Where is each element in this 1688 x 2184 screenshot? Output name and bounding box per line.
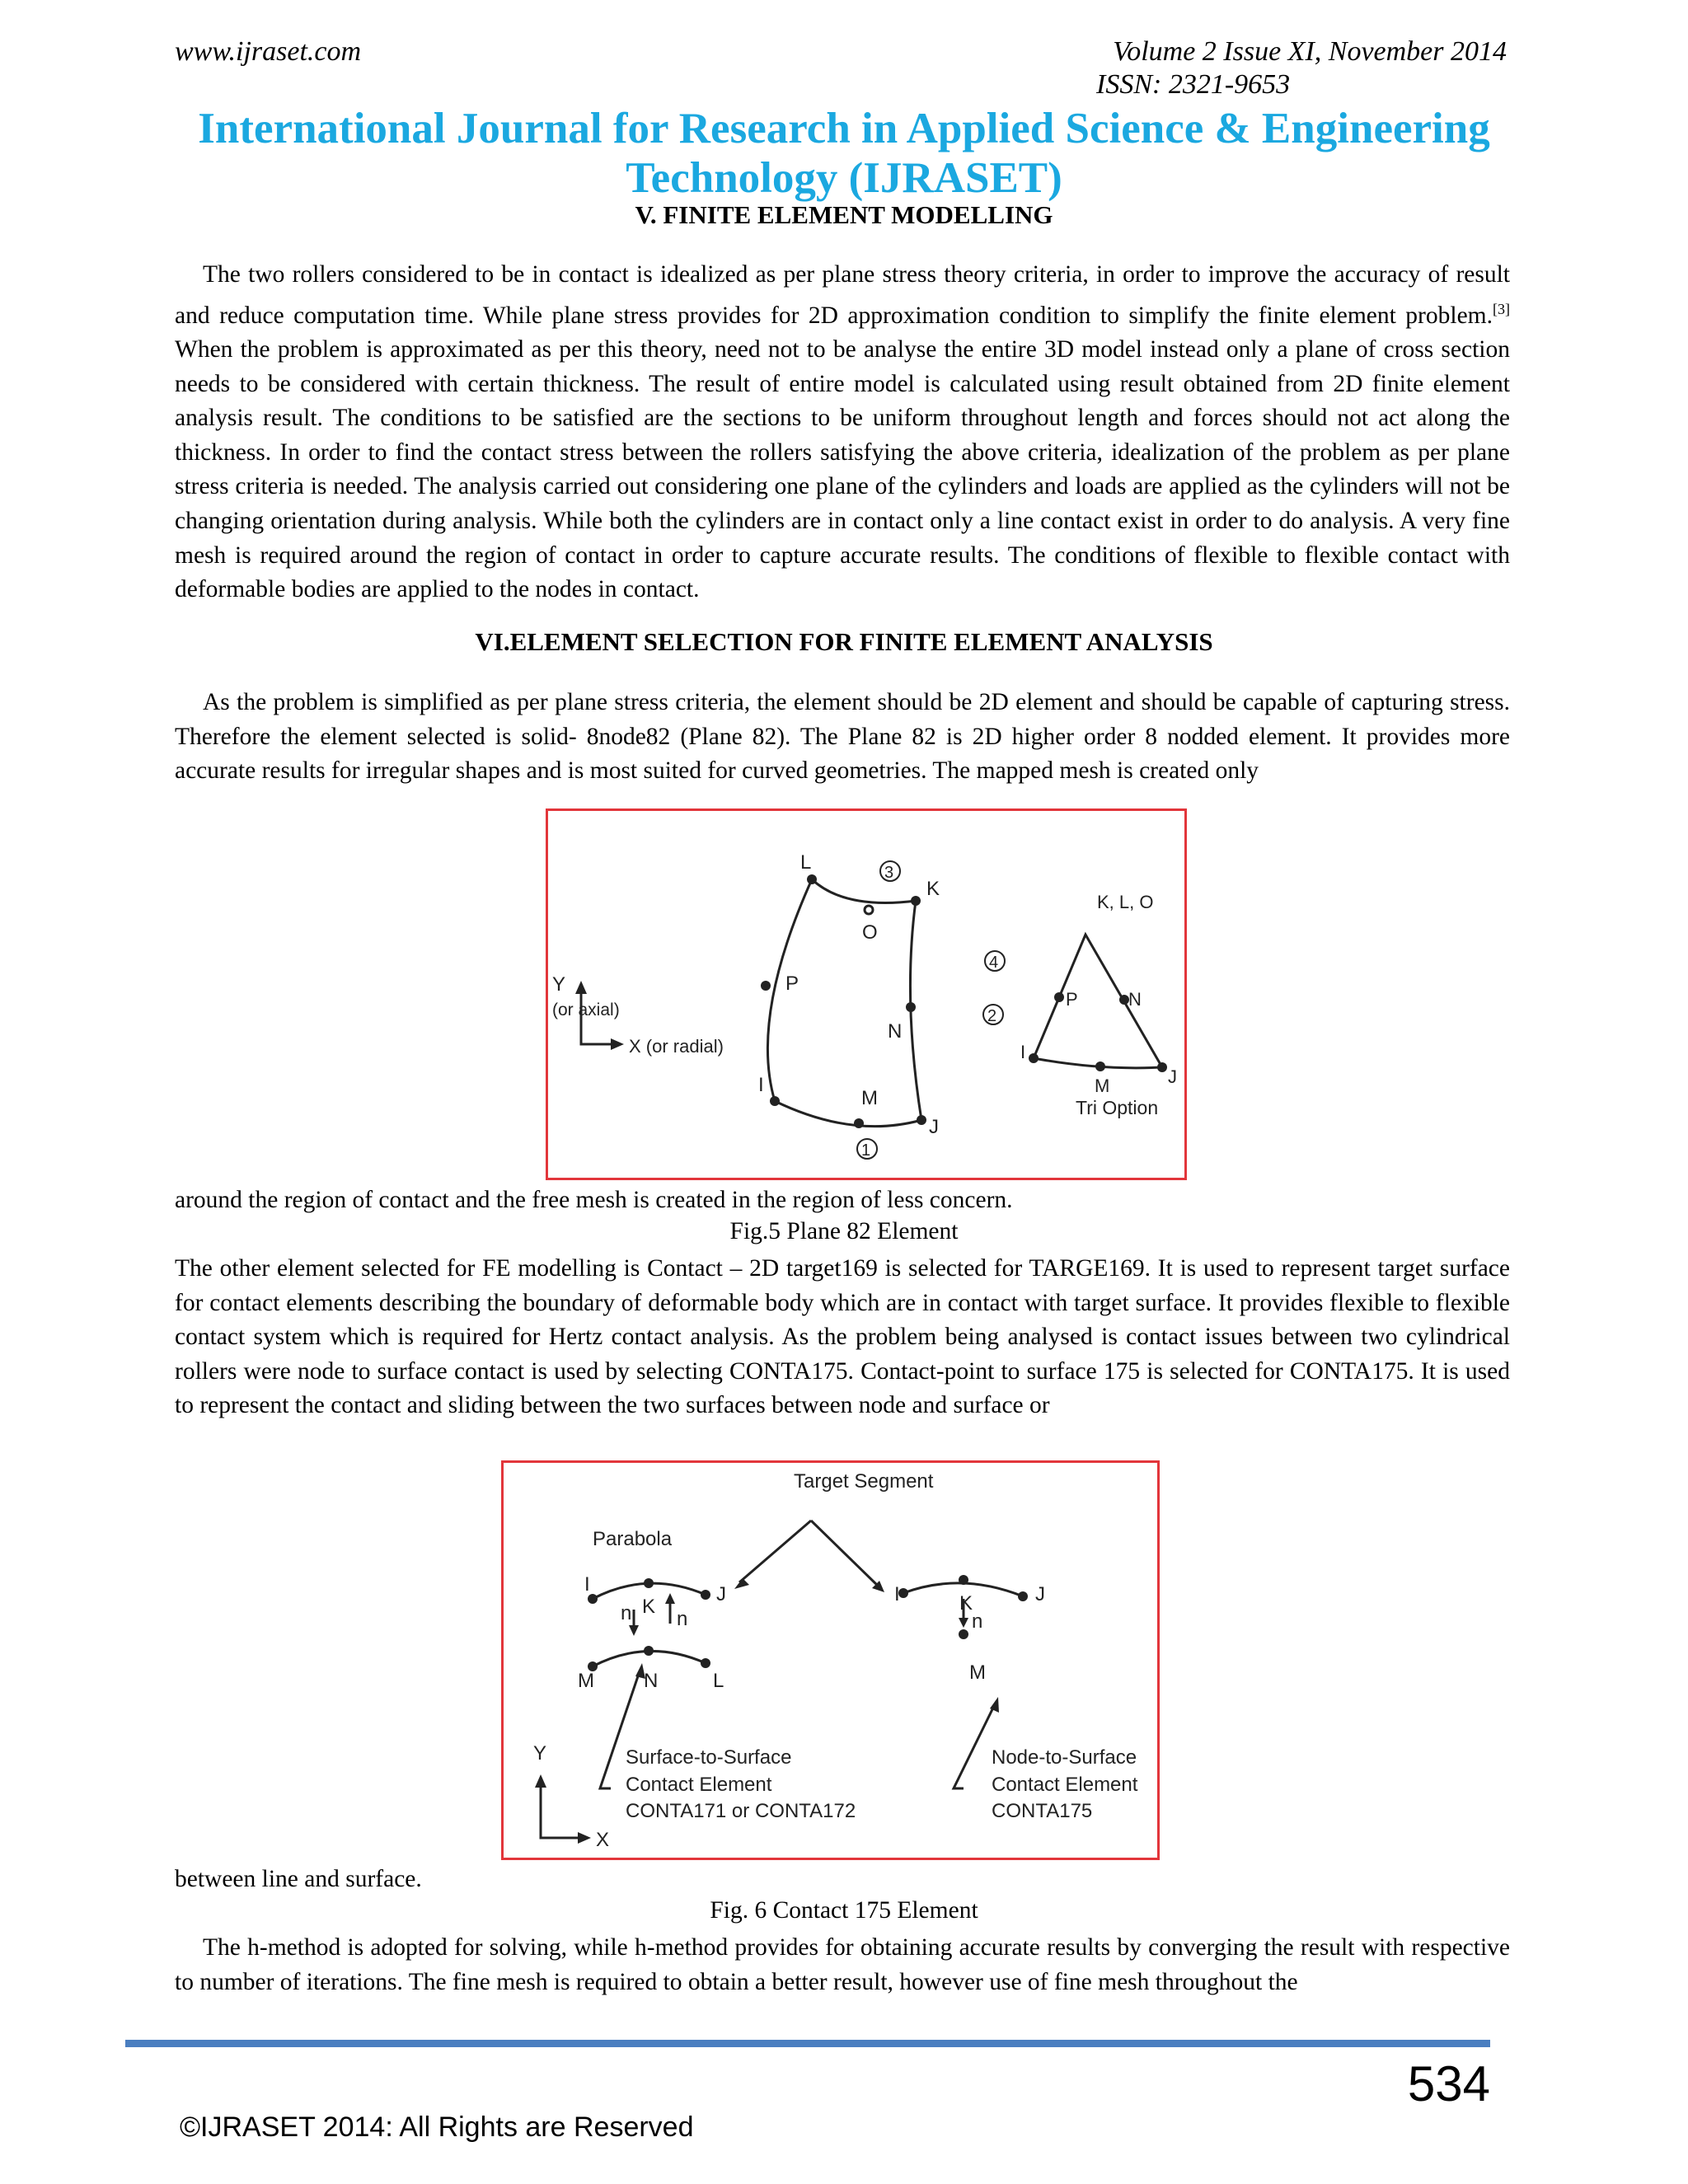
label-tri-i: I [1020, 1042, 1026, 1062]
section-6-paragraph [175, 686, 1510, 789]
node-o [865, 906, 873, 914]
page-number: 534 [1407, 2056, 1490, 2111]
label-n2s-3: CONTA175 [992, 1800, 1093, 1822]
label-target-segment: Target Segment [794, 1470, 934, 1493]
edge-j-i [775, 1101, 921, 1127]
label-y-sub: (or axial) [552, 1001, 620, 1019]
node-k [911, 896, 921, 906]
axes-fig6 [541, 1784, 582, 1838]
label-p: P [785, 972, 799, 995]
label-j2: J [1035, 1583, 1045, 1605]
label-l: L [800, 851, 812, 874]
label-tri-top: K, L, O [1097, 892, 1154, 912]
section-5-text-a: The two rollers considered to be in contact is idealized as per plane stress theory criteria, in order to improve the accuracy of result and reduce computation time. While plane stress provides for 2D approximation condition to simplify the finite element problem. [175, 261, 1510, 329]
label-m2: M [969, 1661, 986, 1684]
leader-n2s [954, 1706, 994, 1788]
label-n2: n [677, 1608, 688, 1630]
node-j-1 [701, 1590, 710, 1600]
figure-6-contact175 [501, 1460, 1160, 1860]
section-5-paragraph [175, 258, 1510, 607]
section-6-title: VI.ELEMENT SELECTION FOR FINITE ELEMENT ANALYSIS [475, 627, 1213, 656]
label-s2s-3: CONTA171 or CONTA172 [626, 1800, 856, 1822]
label-k1: K [642, 1596, 656, 1618]
leader-s2s [600, 1671, 640, 1788]
node-p [761, 981, 771, 991]
journal-title-line2: Technology (IJRASET) [626, 154, 1062, 202]
node-k-1 [644, 1578, 654, 1588]
node-n [906, 1002, 916, 1012]
text-after-fig5: around the region of contact and the free mesh is created in the region of less concern. [175, 1187, 1013, 1213]
node-j-2 [1018, 1591, 1028, 1601]
label-tri-n: N [1128, 989, 1142, 1010]
label-tri-m: M [1095, 1076, 1110, 1096]
citation-ref[interactable]: [3] [1493, 300, 1510, 317]
edge-l-k [812, 879, 916, 903]
figure-6-caption: Fig. 6 Contact 175 Element [710, 1897, 978, 1924]
label-m1: M [578, 1670, 594, 1692]
node-m-2 [959, 1629, 968, 1639]
node-l [807, 874, 817, 884]
node-m [854, 1118, 864, 1128]
label-n2s-1: Node-to-Surface [992, 1746, 1137, 1769]
journal-title-line1: International Journal for Research in Applied Science & Engineering [198, 105, 1490, 152]
tri-node-i [1029, 1053, 1039, 1063]
figure-5-caption: Fig.5 Plane 82 Element [729, 1218, 959, 1244]
h-method-text: The h-method is adopted for solving, while h-method provides for obtaining accurate results by converging the result with respective to number of iterations. The fine mesh is required to obtain a better result, however use of fine mesh throughout the [175, 1934, 1510, 1995]
node-i-2 [898, 1588, 908, 1598]
tri-node-m [1095, 1062, 1105, 1071]
website-url[interactable]: www.ijraset.com [175, 36, 362, 67]
label-y-fig6: Y [533, 1742, 547, 1765]
section-5-title: V. FINITE ELEMENT MODELLING [635, 200, 1053, 229]
label-s2s-1: Surface-to-Surface [626, 1746, 792, 1769]
target-arrow-left [739, 1521, 811, 1582]
y-arrowhead-fig6 [535, 1774, 546, 1788]
label-y: Y [552, 973, 566, 996]
label-tri-j: J [1168, 1066, 1177, 1087]
text-after-fig6: between line and surface. [175, 1866, 422, 1892]
label-n2s-2: Contact Element [992, 1774, 1138, 1796]
label-i: I [758, 1074, 764, 1096]
label-1: 1 [861, 1141, 871, 1160]
label-i1: I [584, 1573, 590, 1596]
node-j [917, 1115, 926, 1125]
label-n1: n [621, 1602, 632, 1624]
tri-node-j [1157, 1062, 1167, 1072]
volume-info: Volume 2 Issue XI, November 2014 [1113, 36, 1507, 67]
label-x: X (or radial) [629, 1036, 724, 1057]
plane82-diagram [548, 811, 1184, 1178]
label-n-node: N [644, 1670, 659, 1692]
label-x-fig6: X [596, 1829, 610, 1851]
label-s2s-2: Contact Element [626, 1774, 772, 1796]
node-i [770, 1096, 780, 1106]
h-method-paragraph [175, 1931, 1510, 1999]
label-2: 2 [987, 1007, 997, 1025]
node-k-2 [959, 1575, 968, 1585]
label-3: 3 [884, 864, 894, 882]
label-parabola: Parabola [593, 1528, 673, 1550]
arrowhead-normal-3 [959, 1618, 968, 1628]
figure-5-plane82 [546, 808, 1187, 1180]
tri-sides [1034, 935, 1162, 1067]
node-l-1 [701, 1658, 710, 1668]
label-4: 4 [989, 954, 999, 972]
label-i2: I [894, 1583, 900, 1605]
arrowhead-normal-1 [629, 1625, 639, 1636]
label-tri-option: Tri Option [1076, 1097, 1159, 1118]
contact175-diagram [504, 1463, 1157, 1858]
x-arrowhead-fig6 [578, 1832, 591, 1844]
y-arrow-head [575, 981, 587, 994]
label-n: N [888, 1020, 903, 1043]
label-j1: J [716, 1583, 726, 1605]
label-l1: L [713, 1670, 724, 1692]
label-n3: n [972, 1610, 983, 1633]
label-m: M [861, 1087, 878, 1109]
copyright: ©IJRASET 2014: All Rights are Reserved [180, 2111, 694, 2143]
label-j: J [929, 1116, 939, 1138]
section-5-text-b: When the problem is approximated as per this theory, need not to be analyse the entire 3D model instead only a plane of cross section needs to be considered with certain thickness. The result of entire model is calculated using result obtained from 2D finite element analysis result. The conditions to be satisfied are the sections to be uniform throughout length and forces should not act along the thickness. In order to find the contact stress between the rollers satisfying the above criteria, idealization of the problem as per plane stress criteria is needed. The analysis carried out considering one plane of the cylinders and loads are applied as the cylinders will not be changing orientation during analysis. While both the cylinders are in contact only a line contact exist in order to do analysis. A very fine mesh is required around the region of contact in order to capture accurate results. The conditions of flexible to flexible contact with deformable bodies are applied to the nodes in contact. [175, 336, 1510, 603]
tri-node-p [1054, 992, 1064, 1002]
node-n-1 [644, 1646, 654, 1656]
section-6-text: As the problem is simplified as per plane stress criteria, the element should be 2D element and should be capable of capturing stress. Therefore the element selected is solid- 8node82 (Plane 82). The Plane 82 is 2D higher order 8 nodded element. It provides more accurate results for irregular shapes and is most suited for curved geometries. The mapped mesh is created only [175, 689, 1510, 785]
label-tri-p: P [1066, 989, 1078, 1010]
arrowhead-normal-2 [665, 1593, 675, 1604]
label-k2: K [959, 1592, 973, 1615]
target-arrow-right [811, 1521, 879, 1586]
footer-rule [125, 2040, 1490, 2047]
label-k: K [926, 878, 940, 900]
label-o: O [862, 921, 878, 944]
issn: ISSN: 2321-9653 [1096, 69, 1291, 100]
contact-element-paragraph: The other element selected for FE modelling is Contact – 2D target169 is selected for TARGE169. It is used to represent target surface for contact elements describing the boundary of deformable body which are in contact with target surface. It provides flexible to flexible contact system which is required for Hertz contact analysis. As the problem being analysed is contact issues between two cylindrical rollers were node to surface contact is used by selecting CONTA175. Contact-point to surface 175 is selected for CONTA175. It is used to represent the contact and sliding between the two surfaces between node and surface or [175, 1255, 1510, 1419]
x-arrow-head [611, 1038, 624, 1050]
arrowhead-left [734, 1578, 749, 1589]
